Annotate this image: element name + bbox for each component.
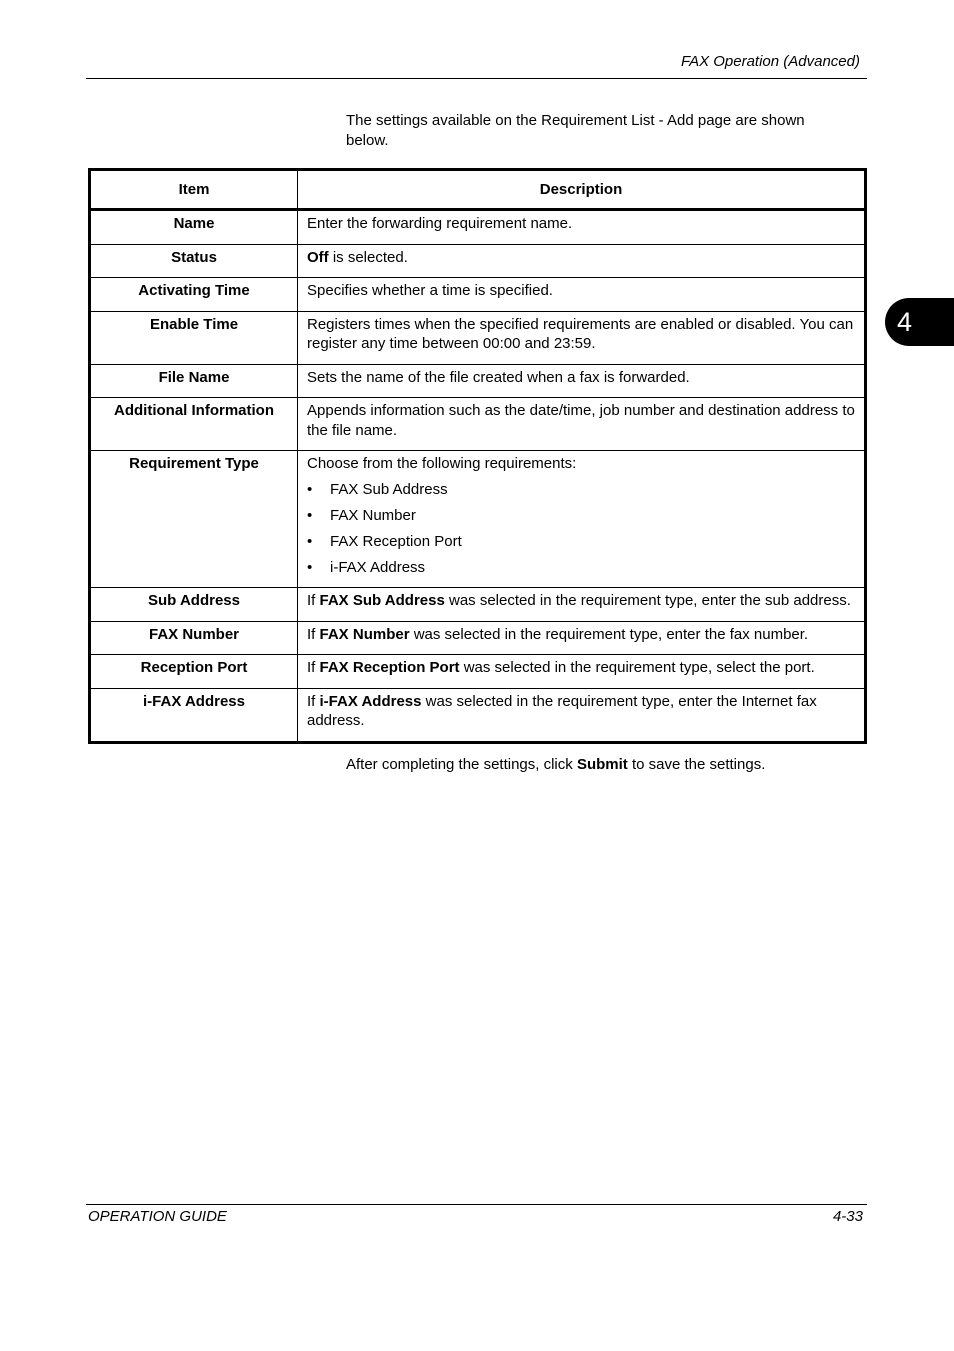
running-header: FAX Operation (Advanced) (681, 53, 860, 70)
settings-table (88, 168, 867, 744)
desc-prefix: If (307, 625, 320, 643)
desc-bold: FAX Sub Address (319, 592, 445, 610)
row-item-additional-information: Additional Information (90, 398, 298, 451)
footer-guide-title: OPERATION GUIDE (88, 1208, 227, 1225)
row-desc-additional-information: Appends information such as the date/time, job number and destination address to the file name. (298, 398, 866, 451)
table-row (90, 210, 866, 245)
row-desc-requirement-type (298, 451, 866, 588)
row-item-status: Status (90, 244, 298, 278)
table-row (90, 451, 866, 588)
page-number: 4-33 (832, 1208, 863, 1225)
table-row (90, 278, 866, 312)
row-item-reception-port: Reception Port (90, 655, 298, 689)
footer-rule (86, 1204, 867, 1205)
list-item: • i-FAX Address (307, 558, 855, 578)
row-item-requirement-type: Requirement Type (90, 451, 298, 588)
table-row (90, 588, 866, 622)
row-item-ifax-address: i-FAX Address (90, 688, 298, 742)
desc-bold: FAX Number (319, 625, 410, 643)
status-off-value: Off (307, 248, 329, 266)
row-desc-fax-number (298, 621, 866, 655)
table-row (90, 311, 866, 364)
row-desc-enable-time: Registers times when the specified requirements are enabled or disabled. You can register any time between 00:00 and 23:59. (298, 311, 866, 364)
header-description: Description (298, 170, 866, 210)
row-item-activating-time: Activating Time (90, 278, 298, 312)
row-item-name: Name (90, 210, 298, 245)
table-row (90, 244, 866, 278)
row-item-sub-address: Sub Address (90, 588, 298, 622)
row-item-fax-number: FAX Number (90, 621, 298, 655)
submit-label: Submit (576, 756, 628, 773)
header-rule (86, 78, 867, 79)
chapter-tab: 4 (885, 298, 954, 346)
after-paragraph (346, 755, 765, 775)
row-desc-reception-port (298, 655, 866, 689)
after-suffix: to save the settings. (627, 756, 766, 773)
row-desc-file-name: Sets the name of the file created when a fax is forwarded. (298, 364, 866, 398)
list-item: • FAX Sub Address (307, 480, 855, 500)
header-item: Item (90, 170, 298, 210)
desc-text: was selected in the requirement type, enter the fax number. (409, 625, 809, 643)
desc-bold: i-FAX Address (319, 692, 422, 710)
table-header-row (90, 170, 866, 210)
desc-text: was selected in the requirement type, enter the sub address. (444, 592, 851, 610)
desc-bold: FAX Reception Port (319, 659, 460, 677)
intro-paragraph: The settings available on the Requirement List - Add page are shown below. (346, 112, 805, 149)
table-row (90, 398, 866, 451)
desc-text: was selected in the requirement type, enter the Internet fax address. (307, 692, 817, 730)
desc-text: was selected in the requirement type, select the port. (459, 659, 815, 677)
table-row (90, 364, 866, 398)
row-item-enable-time: Enable Time (90, 311, 298, 364)
desc-prefix: If (307, 592, 320, 610)
row-desc-sub-address (298, 588, 866, 622)
row-desc-name: Enter the forwarding requirement name. (298, 210, 866, 245)
row-desc-status (298, 244, 866, 278)
row-desc-activating-time: Specifies whether a time is specified. (298, 278, 866, 312)
table-row (90, 655, 866, 689)
table-row (90, 621, 866, 655)
status-desc-text: is selected. (328, 248, 408, 266)
requirement-type-intro: Choose from the following requirements: (307, 455, 577, 472)
after-prefix: After completing the settings, click (346, 756, 577, 773)
table-row (90, 688, 866, 742)
list-item: • FAX Reception Port (307, 532, 855, 552)
row-item-file-name: File Name (90, 364, 298, 398)
row-desc-ifax-address (298, 688, 866, 742)
desc-prefix: If (307, 692, 320, 710)
list-item: • FAX Number (307, 506, 855, 526)
desc-prefix: If (307, 659, 320, 677)
